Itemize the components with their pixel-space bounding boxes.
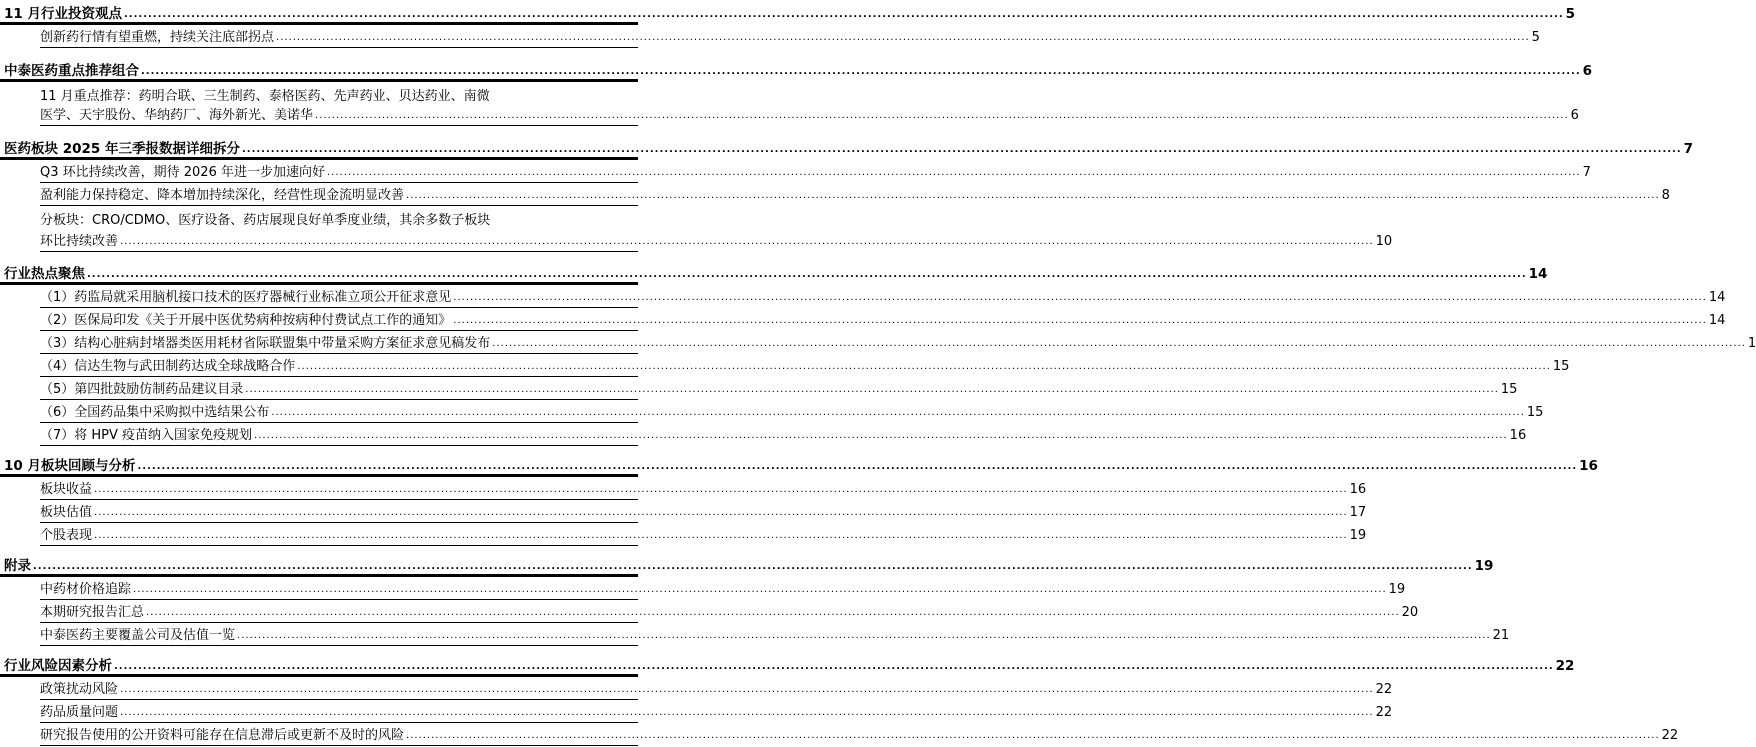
subsection-rule [40, 622, 638, 623]
toc-section-title: 11 月行业投资观点 [4, 6, 122, 22]
toc-subsection[interactable]: 个股表现 ............................................................................................................................................................................................................................................................................................................ 19 [0, 524, 652, 546]
toc-subsection-title: Q3 环比持续改善，期待 2026 年进一步加速向好 [40, 165, 325, 180]
toc-subsection[interactable]: 中泰医药主要覆盖公司及估值一览 ............................................................................................................................................................................................................................................................................................................ 21 [0, 624, 652, 646]
subsection-rule [40, 645, 638, 646]
toc-page-number: 6 [1582, 63, 1593, 79]
toc-subsection-title-line-2: 环比持续改善 [40, 234, 119, 249]
toc-subsection[interactable]: 研究报告使用的公开资料可能存在信息滞后或更新不及时的风险 ............................................................................................................................................................................................................................................................................................................ 22 [0, 724, 652, 746]
toc-subsection-title-line-1[interactable]: 分板块：CRO/CDMO、医疗设备、药店展现良好单季度业绩，其余多数子板块 [40, 213, 491, 228]
toc-page-number: 1 [1747, 336, 1756, 351]
toc-subsection-title: 中药材价格追踪 [40, 582, 132, 597]
toc-section-title: 中泰医药重点推荐组合 [4, 63, 139, 79]
toc-subsection[interactable]: 本期研究报告汇总 ............................................................................................................................................................................................................................................................................................................ 20 [0, 601, 652, 623]
toc-subsection[interactable]: Q3 环比持续改善，期待 2026 年进一步加速向好 ............................................................................................................................................................................................................................................................................................................ 7 [0, 161, 652, 183]
toc-section[interactable]: 10 月板块回顾与分析 ............................................................................................................................................................................................................................................................................................................ 16 [0, 455, 652, 477]
toc-page-number: 20 [1401, 605, 1419, 620]
toc-page-number: 16 [1579, 458, 1598, 474]
toc-page-number: 19 [1388, 582, 1406, 597]
toc-subsection-title: 创新药行情有望重燃，持续关注底部拐点 [40, 30, 275, 45]
subsection-rule [40, 353, 638, 354]
toc-subsection-title: 盈利能力保持稳定、降本增加持续深化，经营性现金流明显改善 [40, 188, 405, 203]
toc-page-number: 7 [1683, 141, 1694, 157]
subsection-rule [40, 330, 638, 331]
toc-page-number: 16 [1349, 482, 1367, 497]
toc-section[interactable]: 行业热点聚焦 ............................................................................................................................................................................................................................................................................................................ 14 [0, 263, 652, 285]
toc-page-number: 22 [1375, 682, 1393, 697]
section-rule [0, 79, 638, 82]
subsection-rule [40, 699, 638, 700]
section-rule [0, 674, 638, 677]
toc-section-title: 10 月板块回顾与分析 [4, 458, 136, 474]
subsection-rule [40, 182, 638, 183]
toc-subsection-title-line-2: 医学、天宇股份、华纳药厂、海外新光、美诺华 [40, 108, 314, 123]
toc-page-number: 16 [1509, 428, 1527, 443]
toc-subsection-title: 板块收益 [40, 482, 93, 497]
subsection-rule [40, 47, 638, 48]
toc-subsection[interactable]: 板块收益 ............................................................................................................................................................................................................................................................................................................ 16 [0, 478, 652, 500]
toc-page-number: 10 [1375, 234, 1393, 249]
toc-page-number: 19 [1474, 558, 1494, 574]
toc-subsection-title-line-1[interactable]: 11 月重点推荐：药明合联、三生制药、泰格医药、先声药业、贝达药业、南微 [40, 89, 490, 104]
toc-subsection[interactable]: （4）信达生物与武田制药达成全球战略合作 ............................................................................................................................................................................................................................................................................................................ 15 [0, 355, 652, 377]
subsection-rule [40, 522, 638, 523]
toc-page-number: 14 [1528, 266, 1548, 282]
toc-page-number: 14 [1708, 290, 1726, 305]
subsection-rule [40, 307, 638, 308]
subsection-rule [40, 599, 638, 600]
toc-section[interactable]: 中泰医药重点推荐组合 ............................................................................................................................................................................................................................................................................................................ 6 [0, 60, 652, 82]
toc-subsection-title: （3）结构心脏病封堵器类医用耗材省际联盟集中带量采购方案征求意见稿发布 [40, 336, 491, 351]
toc-subsection-title: 个股表现 [40, 528, 93, 543]
toc-subsection-title: （2）医保局印发《关于开展中医优势病种按病种付费试点工作的通知》 [40, 313, 452, 328]
section-rule [0, 282, 638, 285]
toc-section-title: 行业热点聚焦 [4, 266, 85, 282]
toc-page-number: 15 [1526, 405, 1544, 420]
toc-section-title: 医药板块 2025 年三季报数据详细拆分 [4, 141, 240, 157]
toc-subsection[interactable]: 环比持续改善 ............................................................................................................................................................................................................................................................................................................ 10 [0, 230, 652, 252]
toc-page-number: 5 [1531, 30, 1540, 45]
toc-subsection[interactable]: 政策扰动风险 ............................................................................................................................................................................................................................................................................................................ 22 [0, 678, 652, 700]
toc-section[interactable]: 11 月行业投资观点 ............................................................................................................................................................................................................................................................................................................ 5 [0, 3, 652, 25]
toc-page-number: 21 [1492, 628, 1510, 643]
toc-subsection[interactable]: （2）医保局印发《关于开展中医优势病种按病种付费试点工作的通知》 ............................................................................................................................................................................................................................................................................................................ 14 [0, 309, 652, 331]
toc-page-number: 8 [1661, 188, 1670, 203]
toc-subsection-title: （1）药监局就采用脑机接口技术的医疗器械行业标准立项公开征求意见 [40, 290, 452, 305]
toc-subsection[interactable]: 盈利能力保持稳定、降本增加持续深化，经营性现金流明显改善 ............................................................................................................................................................................................................................................................................................................ 8 [0, 184, 652, 206]
toc-section[interactable]: 附录 ............................................................................................................................................................................................................................................................................................................ 19 [0, 555, 652, 577]
toc-subsection-title: （6）全国药品集中采购拟中选结果公布 [40, 405, 270, 420]
toc-subsection-title: （4）信达生物与武田制药达成全球战略合作 [40, 359, 296, 374]
subsection-rule [40, 545, 638, 546]
subsection-rule [40, 422, 638, 423]
toc-section[interactable]: 医药板块 2025 年三季报数据详细拆分 ............................................................................................................................................................................................................................................................................................................ 7 [0, 138, 652, 160]
toc-subsection-title: （7）将 HPV 疫苗纳入国家免疫规划 [40, 428, 253, 443]
subsection-rule [40, 445, 638, 446]
section-rule [0, 574, 638, 577]
toc-subsection[interactable]: （7）将 HPV 疫苗纳入国家免疫规划 ............................................................................................................................................................................................................................................................................................................ 16 [0, 424, 652, 446]
toc-section-title: 行业风险因素分析 [4, 658, 112, 674]
toc-subsection-title: 研究报告使用的公开资料可能存在信息滞后或更新不及时的风险 [40, 728, 405, 743]
section-rule [0, 22, 638, 25]
toc-section[interactable]: 行业风险因素分析 ............................................................................................................................................................................................................................................................................................................ 22 [0, 655, 652, 677]
toc-subsection[interactable]: （6）全国药品集中采购拟中选结果公布 ............................................................................................................................................................................................................................................................................................................ 15 [0, 401, 652, 423]
toc-page-number: 22 [1555, 658, 1575, 674]
toc-subsection[interactable]: 药品质量问题 ............................................................................................................................................................................................................................................................................................................ 22 [0, 701, 652, 723]
subsection-rule [40, 251, 638, 252]
toc-page-number: 15 [1552, 359, 1570, 374]
subsection-rule [40, 125, 638, 126]
toc-subsection-title: （5）第四批鼓励仿制药品建议目录 [40, 382, 244, 397]
subsection-rule [40, 745, 638, 746]
toc-subsection[interactable]: 板块估值 ............................................................................................................................................................................................................................................................................................................ 17 [0, 501, 652, 523]
toc-subsection-title: 板块估值 [40, 505, 93, 520]
toc-subsection-title: 中泰医药主要覆盖公司及估值一览 [40, 628, 236, 643]
toc-page-number: 5 [1565, 6, 1576, 22]
toc-subsection[interactable]: 医学、天宇股份、华纳药厂、海外新光、美诺华 ............................................................................................................................................................................................................................................................................................................ 6 [0, 104, 652, 126]
subsection-rule [40, 399, 638, 400]
toc-section-title: 附录 [4, 558, 31, 574]
toc-subsection-title: 本期研究报告汇总 [40, 605, 145, 620]
subsection-rule [40, 499, 638, 500]
section-rule [0, 474, 638, 477]
subsection-rule [40, 205, 638, 206]
toc-subsection-title: 政策扰动风险 [40, 682, 119, 697]
subsection-rule [40, 376, 638, 377]
toc-subsection[interactable]: （1）药监局就采用脑机接口技术的医疗器械行业标准立项公开征求意见 ............................................................................................................................................................................................................................................................................................................ 14 [0, 286, 652, 308]
toc-page-number: 6 [1570, 108, 1579, 123]
toc-subsection[interactable]: （3）结构心脏病封堵器类医用耗材省际联盟集中带量采购方案征求意见稿发布 ............................................................................................................................................................................................................................................................................................................ 1 [0, 332, 652, 354]
toc-subsection-title: 药品质量问题 [40, 705, 119, 720]
toc-page-number: 19 [1349, 528, 1367, 543]
toc-page-number: 7 [1582, 165, 1591, 180]
toc-page-number: 14 [1708, 313, 1726, 328]
section-rule [0, 157, 638, 160]
toc-subsection[interactable]: （5）第四批鼓励仿制药品建议目录 ............................................................................................................................................................................................................................................................................................................ 15 [0, 378, 652, 400]
toc-page-number: 22 [1375, 705, 1393, 720]
toc-page-number: 22 [1661, 728, 1679, 743]
toc-subsection[interactable]: 中药材价格追踪 ............................................................................................................................................................................................................................................................................................................ 19 [0, 578, 652, 600]
toc-subsection[interactable]: 创新药行情有望重燃，持续关注底部拐点 ............................................................................................................................................................................................................................................................................................................ 5 [0, 26, 652, 48]
toc-page-number: 17 [1349, 505, 1367, 520]
subsection-rule [40, 722, 638, 723]
toc-page-number: 15 [1500, 382, 1518, 397]
